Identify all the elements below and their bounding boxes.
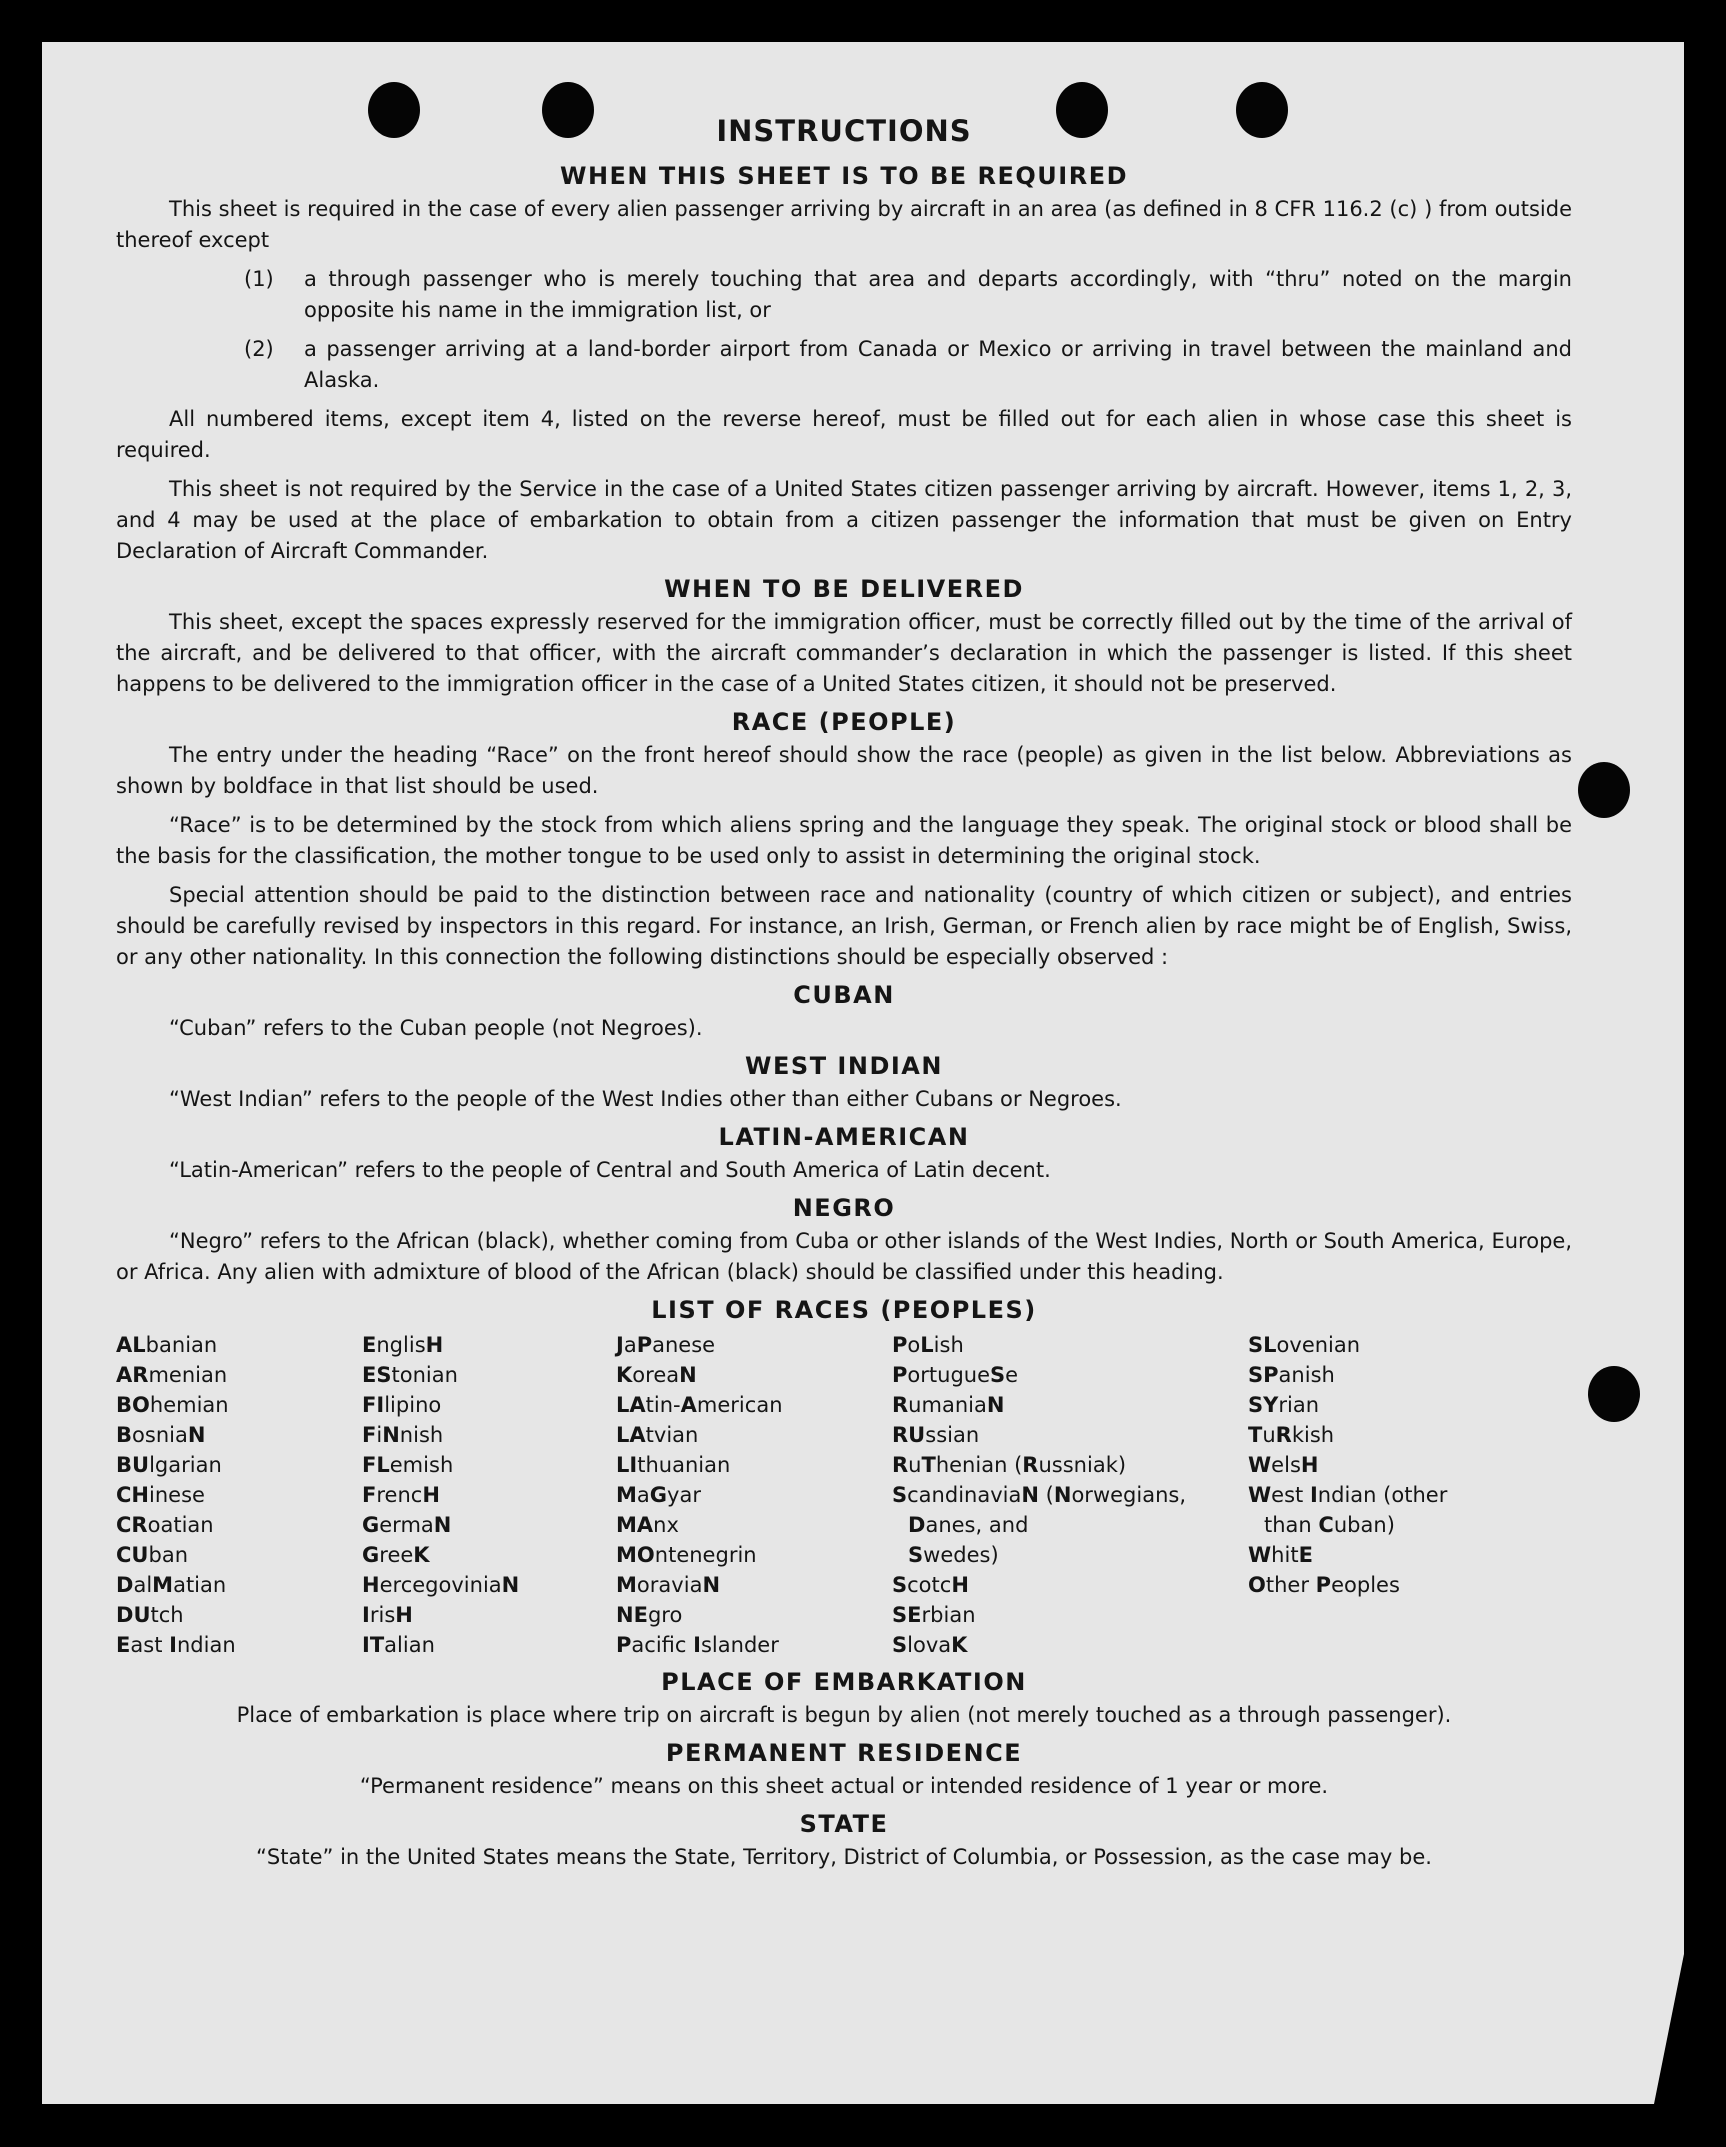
paragraph: “West Indian” refers to the people of the West Indies other than either Cubans or Negroes. <box>169 1087 1122 1111</box>
race-item: than Cuban) <box>1264 1513 1395 1537</box>
race-item: RumaniaN <box>892 1393 1005 1417</box>
race-item: SLovenian <box>1248 1333 1361 1357</box>
race-item: SErbian <box>892 1603 976 1627</box>
race-item: BOhemian <box>116 1393 229 1417</box>
race-item: RUssian <box>892 1423 980 1447</box>
race-column <box>616 1330 892 1660</box>
race-item: LAtvian <box>616 1423 699 1447</box>
punch-hole <box>1578 762 1630 818</box>
item-text: a through passenger who is merely touching that area and departs accordingly, with “thru” noted on the margin opposite his name in the immigration list, or <box>304 267 1572 322</box>
race-item: ITalian <box>362 1633 435 1657</box>
page-title: INSTRUCTIONS <box>716 114 972 148</box>
race-item: CHinese <box>116 1483 205 1507</box>
race-item: BUlgarian <box>116 1453 222 1477</box>
race-item: DalMatian <box>116 1573 227 1597</box>
race-item: Danes, and <box>908 1513 1029 1537</box>
race-item: SPanish <box>1248 1363 1335 1387</box>
race-item: PortugueSe <box>892 1363 1019 1387</box>
paragraph: “Latin-American” refers to the people of Central and South America of Latin decent. <box>169 1158 1051 1182</box>
race-item: Pacifc Islander <box>616 1633 779 1657</box>
race-item: DUtch <box>116 1603 184 1627</box>
race-item: MoraviaN <box>616 1573 721 1597</box>
race-item: Swedes) <box>908 1543 999 1567</box>
race-item: West Indian (other <box>1248 1483 1448 1507</box>
heading-race: RACE (PEOPLE) <box>731 708 957 736</box>
race-item: BosniaN <box>116 1423 206 1447</box>
race-item: IrisH <box>362 1603 413 1627</box>
heading-when-delivered: WHEN TO BE DELIVERED <box>664 575 1024 603</box>
punch-hole <box>1588 1366 1640 1422</box>
paragraph: This sheet is not required by the Service in the case of a United States citizen passenger arriving by aircraft. However, items 1, 2, 3, and 4 may be used at the place of embarkation to obtain from a citizen passenger the information that must be given on Entry Declaration of Aircraft Commander. <box>116 477 1572 563</box>
race-item: FiNnish <box>362 1423 444 1447</box>
race-item: FLemish <box>362 1453 454 1477</box>
race-column <box>116 1330 362 1660</box>
list-item <box>244 334 1572 396</box>
race-item: MOntenegrin <box>616 1543 757 1567</box>
paragraph: This sheet is required in the case of every alien passenger arriving by aircraft in an area (as defined in 8 CFR 116.2 (c) ) from outside thereof except <box>116 197 1572 252</box>
race-item: ALbanian <box>116 1333 218 1357</box>
race-column <box>1248 1330 1548 1660</box>
torn-corner <box>1654 1954 1684 2104</box>
item-number: (1) <box>244 267 274 291</box>
paragraph: All numbered items, except item 4, listed on the reverse hereof, must be filled out for each alien in whose case this sheet is required. <box>116 407 1572 462</box>
race-item: EStonian <box>362 1363 458 1387</box>
item-number: (2) <box>244 337 274 361</box>
race-item: CUban <box>116 1543 189 1567</box>
race-list <box>116 1330 1572 1660</box>
paragraph: “Permanent residence” means on this sheet actual or intended residence of 1 year or more. <box>359 1774 1329 1798</box>
heading-latin-american: LATIN-AMERICAN <box>718 1123 970 1151</box>
heading-west-indian: WEST INDIAN <box>745 1052 943 1080</box>
paragraph: Place of embarkation is place where trip on aircraft is begun by alien (not merely touched as a through passenger). <box>236 1703 1452 1727</box>
race-item: LIthuanian <box>616 1453 731 1477</box>
paragraph: This sheet, except the spaces expressly reserved for the immigration officer, must be correctly filled out by the time of the arrival of the aircraft, and be delivered to that officer, with the aircraft commander’s declaration in which the passenger is listed. If this sheet happens to be delivered to the immigration officer in the case of a United States citizen, it should not be preserved. <box>116 610 1572 696</box>
race-item: TuRkish <box>1248 1423 1335 1447</box>
race-item: RuThenian (Russniak) <box>892 1453 1127 1477</box>
paragraph: “Cuban” refers to the Cuban people (not Negroes). <box>169 1016 703 1040</box>
race-item: CRoatian <box>116 1513 214 1537</box>
paragraph: “Negro” refers to the African (black), whether coming from Cuba or other islands of the West Indies, North or South America, Europe, or Africa. Any alien with admixture of blood of the African (black) should be classified under this heading. <box>116 1229 1572 1284</box>
race-item: ScandinaviaN (Norwegians, <box>892 1483 1187 1507</box>
race-item: EnglisH <box>362 1333 444 1357</box>
item-text: a passenger arriving at a land-border airport from Canada or Mexico or arriving in travel between the mainland and Alaska. <box>304 337 1572 392</box>
race-item: East Indian <box>116 1633 236 1657</box>
race-item: ARmenian <box>116 1363 228 1387</box>
race-item: Other Peoples <box>1248 1573 1400 1597</box>
race-item: KoreaN <box>616 1363 697 1387</box>
heading-embarkation: PLACE OF EMBARKATION <box>661 1668 1027 1696</box>
race-column <box>362 1330 616 1660</box>
heading-state: STATE <box>799 1810 889 1838</box>
race-item: LAtin-American <box>616 1393 783 1417</box>
race-column <box>892 1330 1248 1660</box>
race-item: GreeK <box>362 1543 430 1567</box>
race-item: FIlipino <box>362 1393 442 1417</box>
race-item: PoLish <box>892 1333 964 1357</box>
paragraph: The entry under the heading “Race” on the front hereof should show the race (people) as given in the list below. Abbreviations as shown by boldface in that list should be used. <box>116 743 1572 798</box>
list-item <box>244 264 1572 326</box>
heading-permanent-residence: PERMANENT RESIDENCE <box>665 1739 1023 1767</box>
paragraph: Special attention should be paid to the distinction between race and nationality (country of which citizen or subject), and entries should be carefully revised by inspectors in this regard. For instance, an Irish, German, or French alien by race might be of English, Swiss, or any other nationality. In this connection the following distinctions should be especially observed : <box>116 883 1572 969</box>
race-item: FrencH <box>362 1483 440 1507</box>
race-item: HercegoviniaN <box>362 1573 520 1597</box>
heading-list-of-races: LIST OF RACES (PEOPLES) <box>651 1296 1037 1324</box>
race-item: ScotcH <box>892 1573 969 1597</box>
race-item: WelsH <box>1248 1453 1319 1477</box>
race-item: SYrian <box>1248 1393 1320 1417</box>
heading-when-required: WHEN THIS SHEET IS TO BE REQUIRED <box>559 162 1129 190</box>
paragraph: “Race” is to be determined by the stock from which aliens spring and the language they speak. The original stock or blood shall be the basis for the classification, the mother tongue to be used only to assist in determining the original stock. <box>116 813 1572 868</box>
heading-cuban: CUBAN <box>793 981 895 1009</box>
paragraph: “State” in the United States means the State, Territory, District of Columbia, or Possession, as the case may be. <box>256 1845 1432 1869</box>
race-item: MaGyar <box>616 1483 701 1507</box>
race-item: GermaN <box>362 1513 452 1537</box>
heading-negro: NEGRO <box>792 1194 896 1222</box>
race-item: SlovaK <box>892 1633 968 1657</box>
race-item: JaPanese <box>616 1333 716 1357</box>
race-item: NEgro <box>616 1603 683 1627</box>
race-item: WhitE <box>1248 1543 1313 1567</box>
document-content <box>116 114 1572 1881</box>
race-item: MAnx <box>616 1513 679 1537</box>
